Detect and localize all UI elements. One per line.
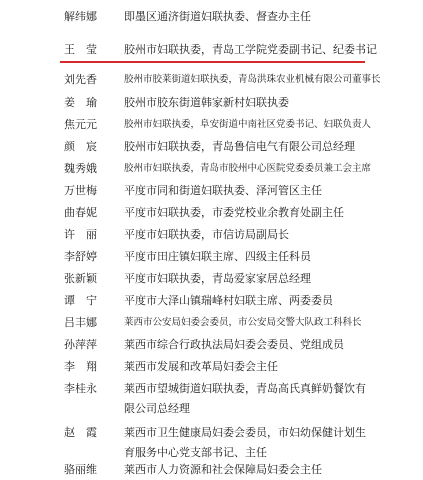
person-name: 焦元元 [64,118,97,131]
list-item [0,7,423,27]
list-item [0,291,423,311]
person-title: 平度市大泽山镇瑞峰村妇联主席、两委委员 [124,294,333,307]
person-name: 孙萍萍 [64,338,97,351]
person-title-continued: 育服务中心党支部书记、主任 [124,446,267,459]
list-item [0,93,423,113]
person-title: 莱西市望城街道妇联执委，青岛高氏真鲜奶餐饮有 [124,382,366,395]
person-title: 莱西市卫生健康局妇委会委员，市妇幼保健计划生 [124,426,366,439]
list-item [0,137,423,157]
list-item [0,357,423,377]
person-name: 曲春妮 [64,206,97,219]
person-name: 许 丽 [64,228,97,241]
person-title: 胶州市妇联执委，阜安街道中南社区党委书记、妇联负责人 [124,119,372,130]
list-item [0,269,423,289]
list-item [0,70,423,90]
person-name: 张新颖 [64,272,97,285]
person-name: 李桂永 [64,382,97,395]
person-name: 李舒婷 [64,250,97,263]
person-title: 莱西市公安局妇委会委员，市公安局交警大队政工科科长 [124,317,362,328]
person-name: 万世梅 [64,184,97,197]
person-name: 解纬娜 [64,10,97,23]
person-title: 莱西市发展和改革局妇委会主任 [124,360,278,373]
list-item-highlighted [0,40,423,60]
person-name: 颜 宸 [64,140,97,153]
person-title: 平度市同和街道妇联执委、泽河管区主任 [124,184,322,197]
list-item [0,181,423,201]
person-name: 李 翔 [64,360,97,373]
person-title-continued: 限公司总经理 [124,402,190,415]
person-title: 莱西市人力资源和社会保障局妇委会主任 [124,463,322,476]
list-item [0,335,423,355]
person-name: 姜 瑜 [64,96,97,109]
person-title: 胶州市妇联执委，青岛市胶州中心医院党委委员兼工会主席 [124,163,372,174]
list-item [0,247,423,267]
list-item [0,115,423,135]
list-item-continuation [0,399,423,419]
person-title: 胶州市胶东街道韩家新村妇联执委 [124,96,289,109]
person-title: 胶州市妇联执委，青岛工学院党委副书记、纪委书记 [124,43,377,56]
person-name: 刘先香 [64,73,97,86]
list-item [0,225,423,245]
person-title: 莱西市综合行政执法局妇委会委员、党组成员 [124,338,344,351]
list-item [0,159,423,179]
list-item [0,313,423,333]
person-title: 平度市妇联执委，市委党校业余教育处副主任 [124,206,344,219]
person-name: 骆丽维 [64,463,97,476]
person-name: 王 莹 [64,43,97,56]
person-title: 平度市妇联执委，青岛爱家家居总经理 [124,272,311,285]
list-item [0,379,423,399]
highlight-underline [60,61,365,63]
person-title: 即墨区通济街道妇联执委、督查办主任 [124,10,311,23]
person-title: 平度市田庄镇妇联主席、四级主任科员 [124,250,311,263]
person-name: 谭 宁 [64,294,97,307]
person-title: 平度市妇联执委，市信访局副局长 [124,228,289,241]
person-title: 胶州市胶莱街道妇联执委，青岛洪珠农业机械有限公司董事长 [124,74,381,85]
person-name: 吕丰娜 [64,316,97,329]
list-item [0,460,423,480]
person-name: 赵 霞 [64,426,97,439]
list-item [0,423,423,443]
person-title: 胶州市妇联执委，青岛鲁信电气有限公司总经理 [124,140,355,153]
list-item [0,203,423,223]
person-name: 魏秀娥 [64,162,97,175]
